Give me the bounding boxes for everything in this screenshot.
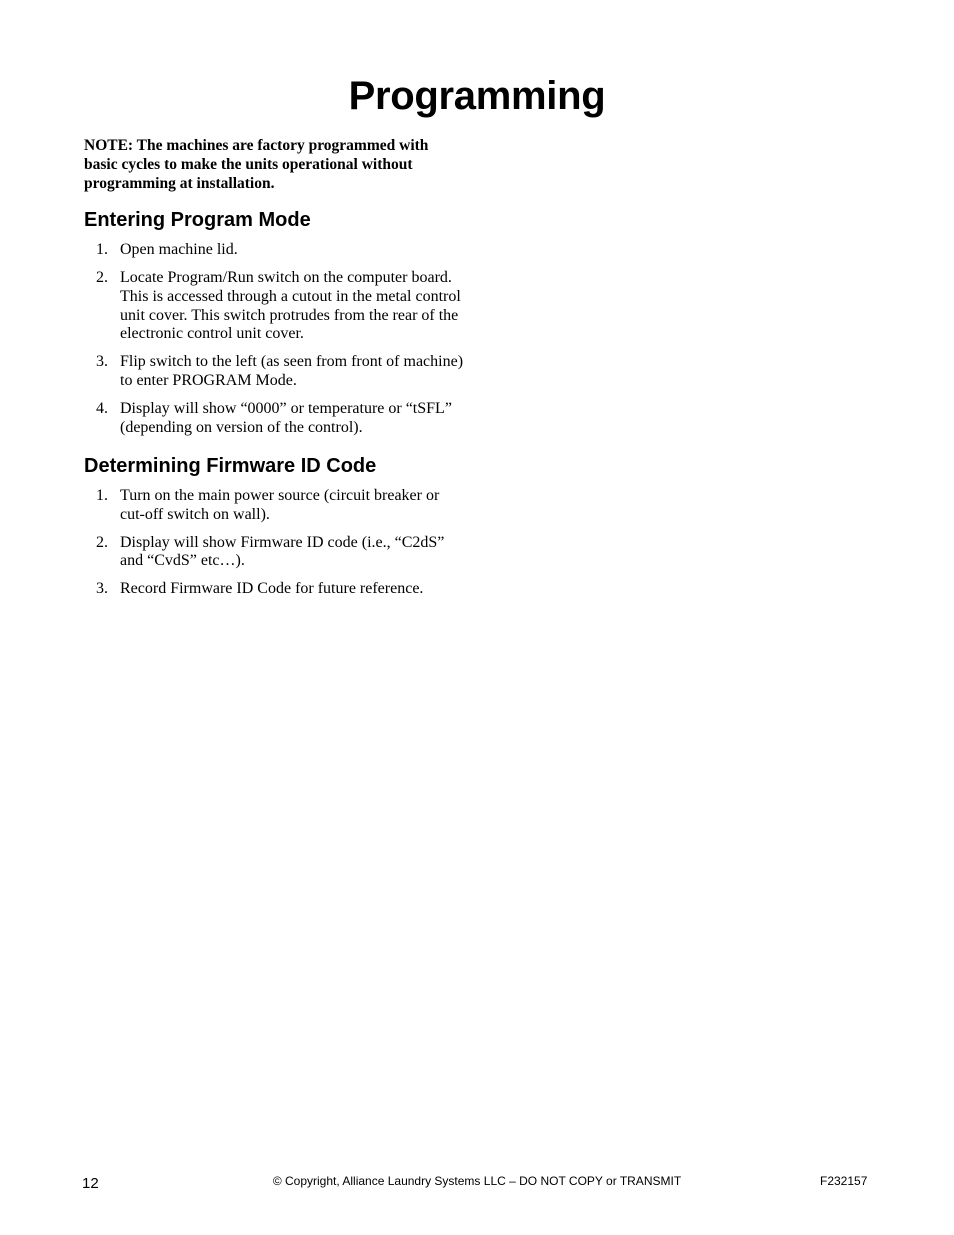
step-text: Locate Program/Run switch on the computer board. This is accessed through a cutout in the metal control unit cover. This switch protrudes from the rear of the electronic control unit cover. — [120, 268, 461, 343]
step-text: Display will show Firmware ID code (i.e., “C2dS” and “CvdS” etc…). — [120, 533, 445, 570]
step-number: 4. — [96, 400, 108, 418]
step-number: 1. — [96, 241, 108, 258]
step-text: Record Firmware ID Code for future reference. — [120, 580, 424, 598]
step-number: 3. — [96, 353, 108, 371]
page-title: Programming — [348, 74, 606, 118]
factory-programmed-note: NOTE: The machines are factory programmed with basic cycles to make the units operational without programming at installation. — [84, 137, 429, 192]
step-number: 2. — [96, 533, 108, 551]
list-item — [84, 353, 464, 391]
step-text: Open machine lid. — [120, 241, 238, 258]
step-number: 2. — [96, 268, 108, 286]
entering-program-mode-steps — [84, 241, 464, 438]
list-item — [84, 487, 464, 525]
step-number: 1. — [96, 486, 108, 504]
page-number: 12 — [82, 1175, 99, 1192]
list-item — [84, 269, 464, 344]
document-code: F232157 — [820, 1174, 868, 1188]
step-text: Turn on the main power source (circuit breaker or cut-off switch on wall). — [120, 486, 440, 523]
list-item — [84, 580, 464, 599]
section-heading-entering-program-mode: Entering Program Mode — [84, 209, 311, 231]
step-text: Display will show “0000” or temperature or “tSFL” (depending on version of the control). — [120, 400, 452, 436]
copyright-notice: © Copyright, Alliance Laundry Systems LLC – DO NOT COPY or TRANSMIT — [272, 1174, 682, 1188]
list-item — [84, 241, 464, 260]
content-column — [84, 136, 464, 599]
step-number: 3. — [96, 580, 108, 598]
list-item — [84, 534, 464, 572]
section-heading-determining-firmware-id: Determining Firmware ID Code — [84, 454, 377, 477]
step-text: Flip switch to the left (as seen from front of machine) to enter PROGRAM Mode. — [120, 353, 464, 390]
firmware-id-steps — [84, 487, 464, 599]
list-item — [84, 400, 464, 438]
